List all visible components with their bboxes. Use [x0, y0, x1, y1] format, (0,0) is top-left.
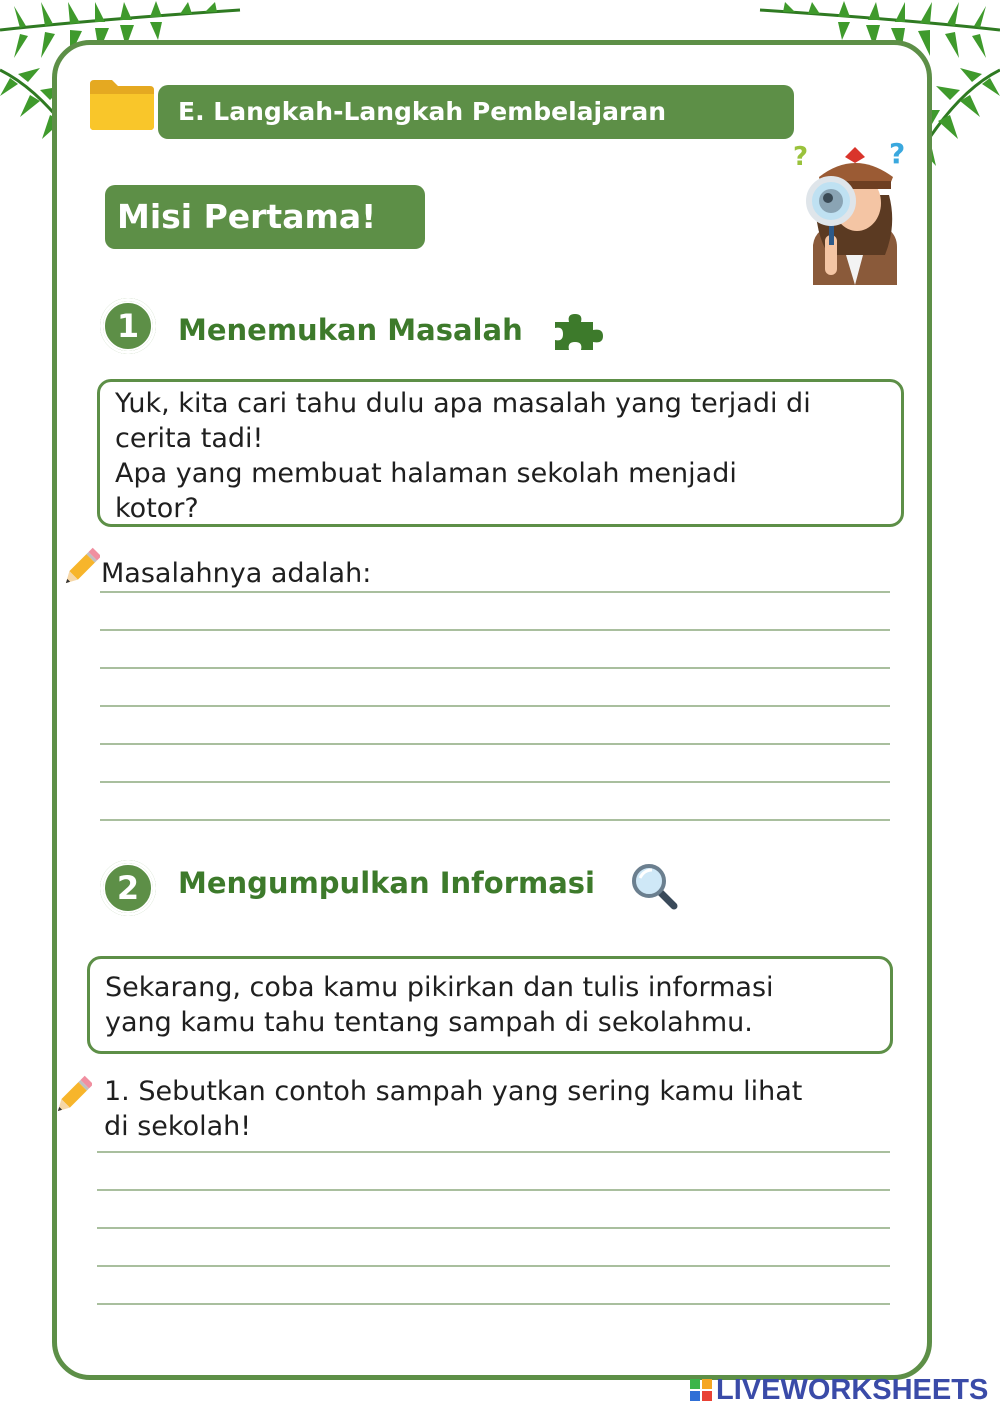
answer-line — [97, 1151, 890, 1153]
liveworksheets-watermark — [690, 1374, 988, 1406]
mission-title-badge: Misi Pertama! — [105, 185, 425, 249]
step-2-answer-area[interactable] — [97, 1151, 890, 1305]
instruction-line: kotor? — [115, 493, 199, 524]
detective-girl-illustration — [785, 135, 915, 285]
svg-text:?: ? — [793, 142, 809, 172]
step-2-instruction-box — [87, 956, 893, 1054]
instruction-line: yang kamu tahu tentang sampah di sekolahmu. — [105, 1007, 753, 1038]
step-2-question — [104, 1074, 802, 1144]
puzzle-piece-icon — [553, 314, 605, 350]
step-1-instruction-box — [97, 379, 904, 527]
answer-line — [100, 629, 890, 631]
answer-line — [100, 591, 890, 593]
answer-line — [100, 781, 890, 783]
instruction-line: Yuk, kita cari tahu dulu apa masalah yang terjadi di — [115, 388, 811, 419]
answer-line — [97, 1303, 890, 1305]
instruction-line: cerita tadi! — [115, 423, 264, 454]
answer-line — [100, 667, 890, 669]
instruction-line: Apa yang membuat halaman sekolah menjadi — [115, 458, 737, 489]
magnifying-glass-icon — [630, 862, 680, 910]
step-1-answer-prompt — [101, 556, 371, 591]
answer-line — [100, 743, 890, 745]
question-line: di sekolah! — [104, 1111, 252, 1142]
pencil-icon — [52, 1075, 92, 1119]
svg-text:?: ? — [889, 137, 906, 170]
step-1-number-circle: 1 — [100, 298, 156, 354]
step-1-title: Menemukan Masalah — [178, 313, 523, 347]
step-2-title: Mengumpulkan Informasi — [178, 866, 596, 900]
step-1-answer-area[interactable] — [100, 591, 890, 821]
pencil-icon — [60, 547, 100, 591]
liveworksheets-logo-icon — [690, 1379, 712, 1401]
answer-line — [100, 819, 890, 821]
watermark-text: LIVEWORKSHEETS — [716, 1373, 989, 1406]
prompt-text: Masalahnya adalah: — [101, 558, 372, 589]
section-title-banner: E. Langkah-Langkah Pembelajaran — [158, 85, 794, 139]
question-line: 1. Sebutkan contoh sampah yang sering kamu lihat — [104, 1076, 803, 1107]
instruction-line: Sekarang, coba kamu pikirkan dan tulis informasi — [105, 972, 774, 1003]
answer-line — [100, 705, 890, 707]
answer-line — [97, 1227, 890, 1229]
answer-line — [97, 1265, 890, 1267]
answer-line — [97, 1189, 890, 1191]
step-2-number-circle: 2 — [100, 860, 156, 916]
folder-icon — [88, 76, 156, 132]
